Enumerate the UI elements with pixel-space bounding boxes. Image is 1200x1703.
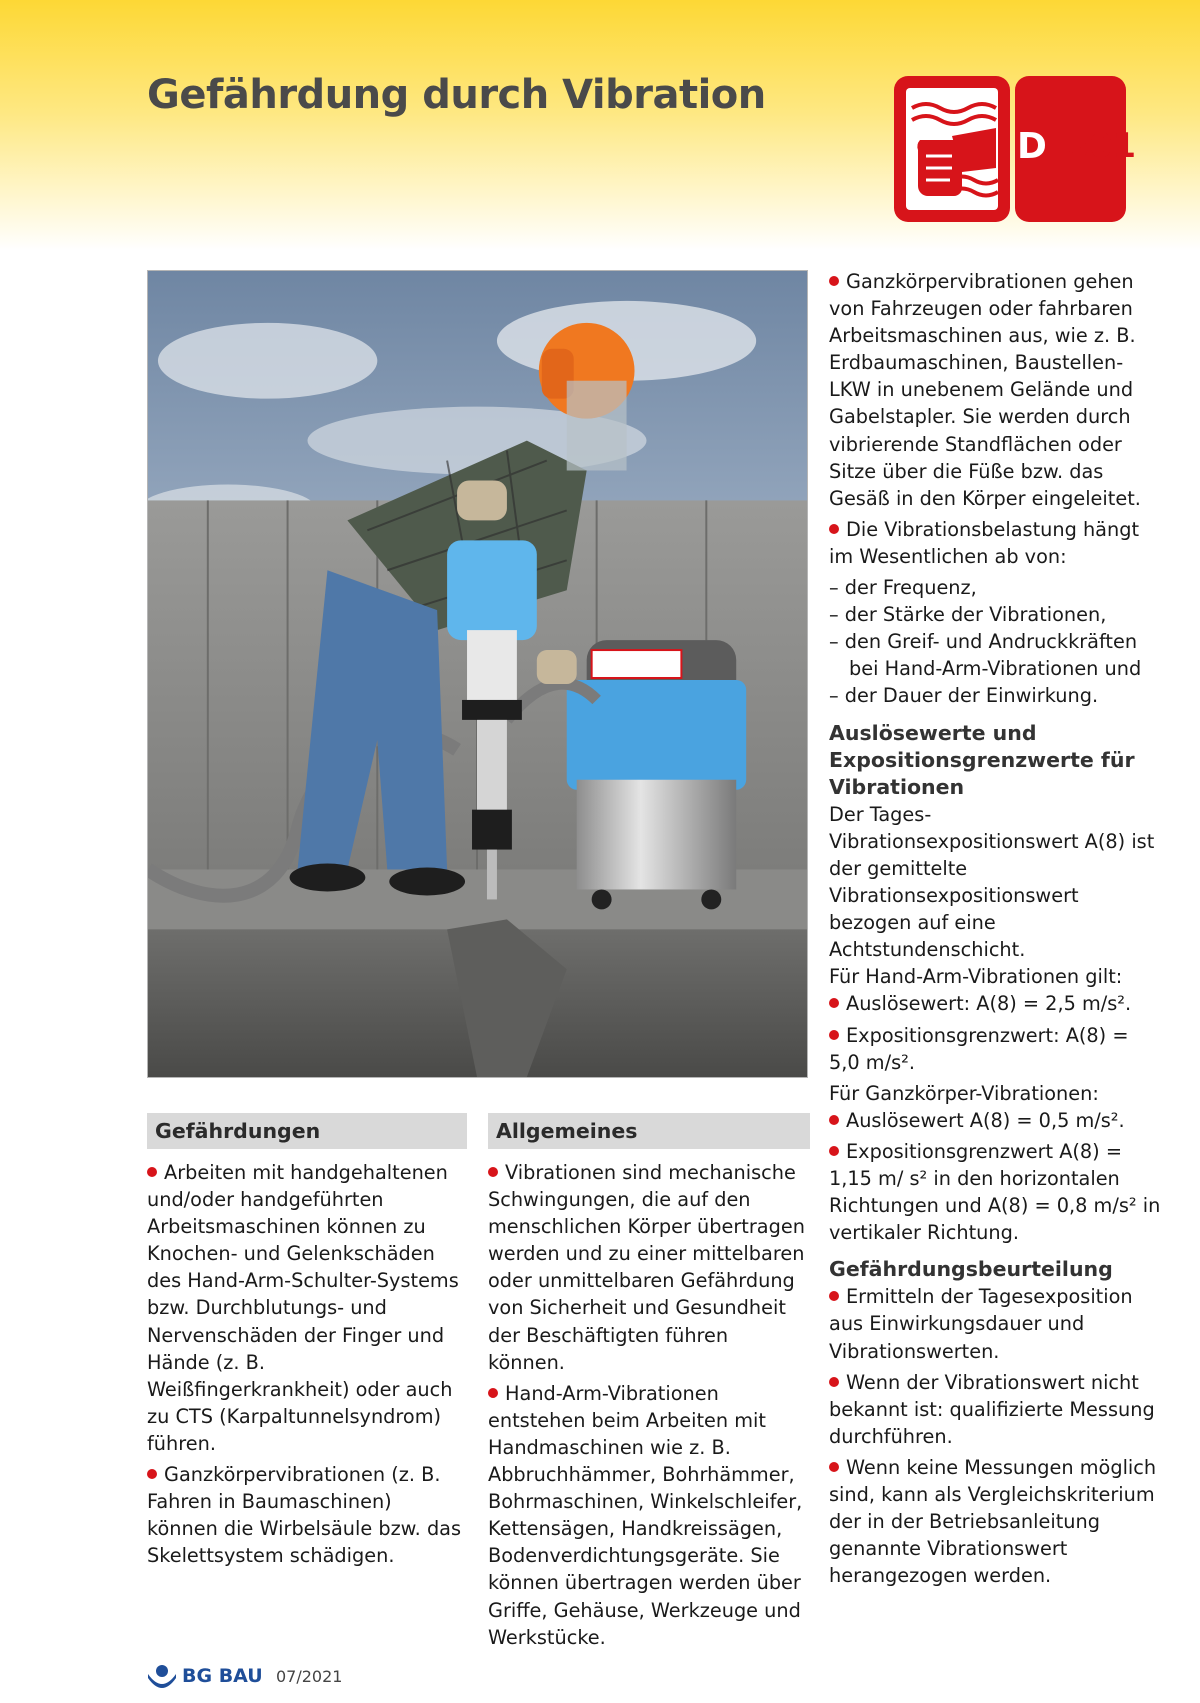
paragraph: Der Tages-Vibrationsexpositionswert A(8) ist der gemittelte Vibrationsexpositionswert bezogen auf eine Achtstundenschicht. bbox=[829, 802, 1155, 962]
list-item: Ganzkörpervibrationen (z. B. Fahren in Baumaschinen) können die Wirbelsäule bzw. das Skelettsystem schädigen. bbox=[147, 1461, 467, 1569]
list-item: Ganzkörpervibrationen gehen von Fahrzeugen oder fahrbaren Arbeitsmaschinen aus, wie z. B. Erdbaumaschinen, Baustellen-LKW in unebenem Gelände und Gabelstapler. Sie werden durch vibrierende Standflächen oder Sitze über die Füße bzw. das Gesäß in den Körper eingeleitet. bbox=[829, 268, 1164, 512]
sign-code-number: 501 bbox=[1066, 126, 1136, 166]
subheading-gefaehrdungsbeurteilung: Gefährdungsbeurteilung bbox=[829, 1257, 1113, 1282]
list-item: Vibrationen sind mechanische Schwingungen, die auf den menschlichen Körper übertragen werden und zu einer mittelbaren oder unmittelbaren Gefährdung von Sicherheit und Gesundheit der Beschäftigten führen können. bbox=[488, 1159, 810, 1376]
list-item: Arbeiten mit handgehaltenen und/oder handgeführten Arbeitsmaschinen können zu Knochen- und Gelenkschäden des Hand-Arm-Schulter-Systems bzw. Durchblutungs- und Nervenschäden der Finger und Hände (z. B. Weißfingerkrankheit) oder auch zu CTS (Karpaltunnelsyndrom) führen. bbox=[147, 1159, 467, 1457]
page-title: Gefährdung durch Vibration bbox=[147, 72, 766, 118]
section-allgemeines bbox=[488, 1113, 810, 1655]
footer-date: 07/2021 bbox=[276, 1667, 343, 1686]
subheading-ausloesewerte: Auslösewerte und Expositionsgrenzwerte für Vibrationen bbox=[829, 720, 1135, 799]
dash-item: – der Frequenz, bbox=[829, 576, 977, 600]
dash-item: – der Stärke der Vibrationen, bbox=[829, 603, 1107, 627]
list-item: Wenn keine Messungen möglich sind, kann als Vergleichskriterium der in der Betriebsanleitung genannte Vibrationswert herangezogen werden. bbox=[829, 1454, 1164, 1589]
list-item: Auslösewert: A(8) = 2,5 m/s². bbox=[829, 990, 1164, 1017]
list-item: Die Vibrationsbelastung hängt im Wesentlichen ab von: bbox=[829, 516, 1164, 570]
list-item: Ermitteln der Tagesexposition aus Einwirkungsdauer und Vibrationswerten. bbox=[829, 1283, 1164, 1364]
list-item: Auslösewert A(8) = 0,5 m/s². bbox=[829, 1107, 1164, 1134]
bg-bau-logo-icon bbox=[147, 1664, 177, 1690]
list-item: Expositionsgrenzwert A(8) = 1,15 m/ s² in den horizontalen Richtungen und A(8) = 0,8 m/s² in vertikaler Richtung. bbox=[829, 1138, 1164, 1246]
dash-item: – der Dauer der Einwirkung. bbox=[829, 684, 1099, 708]
list-item: Wenn der Vibrationswert nicht bekannt ist: qualifizierte Messung durchführen. bbox=[829, 1369, 1164, 1450]
footer-brand: BG BAU bbox=[182, 1665, 263, 1687]
label: Für Ganzkörper-Vibrationen: bbox=[829, 1081, 1099, 1105]
section-right-column bbox=[829, 268, 1164, 1593]
sign-code-letter: D bbox=[1017, 126, 1046, 167]
section-heading: Allgemeines bbox=[488, 1113, 810, 1149]
section-heading: Gefährdungen bbox=[147, 1113, 467, 1149]
label: Für Hand-Arm-Vibrationen gilt: bbox=[829, 965, 1123, 989]
list-item: Hand-Arm-Vibrationen entstehen beim Arbeiten mit Handmaschinen wie z. B. Abbruchhämmer, Bohrhämmer, Bohrmaschinen, Winkelschleifer, Kettensägen, Handkreissägen, Bodenverdichtungsgeräte. Sie können übertragen werden über Griffe, Gehäuse, Werkzeuge und Werkstücke. bbox=[488, 1380, 810, 1651]
worker-illustration bbox=[147, 270, 808, 1078]
list-item: Expositionsgrenzwert: A(8) = 5,0 m/s². bbox=[829, 1022, 1164, 1076]
dash-item: – den Greif- und Andruckkräften bei Hand-Arm-Vibrationen und bbox=[829, 630, 1142, 681]
section-gefaehrdungen bbox=[147, 1113, 467, 1573]
